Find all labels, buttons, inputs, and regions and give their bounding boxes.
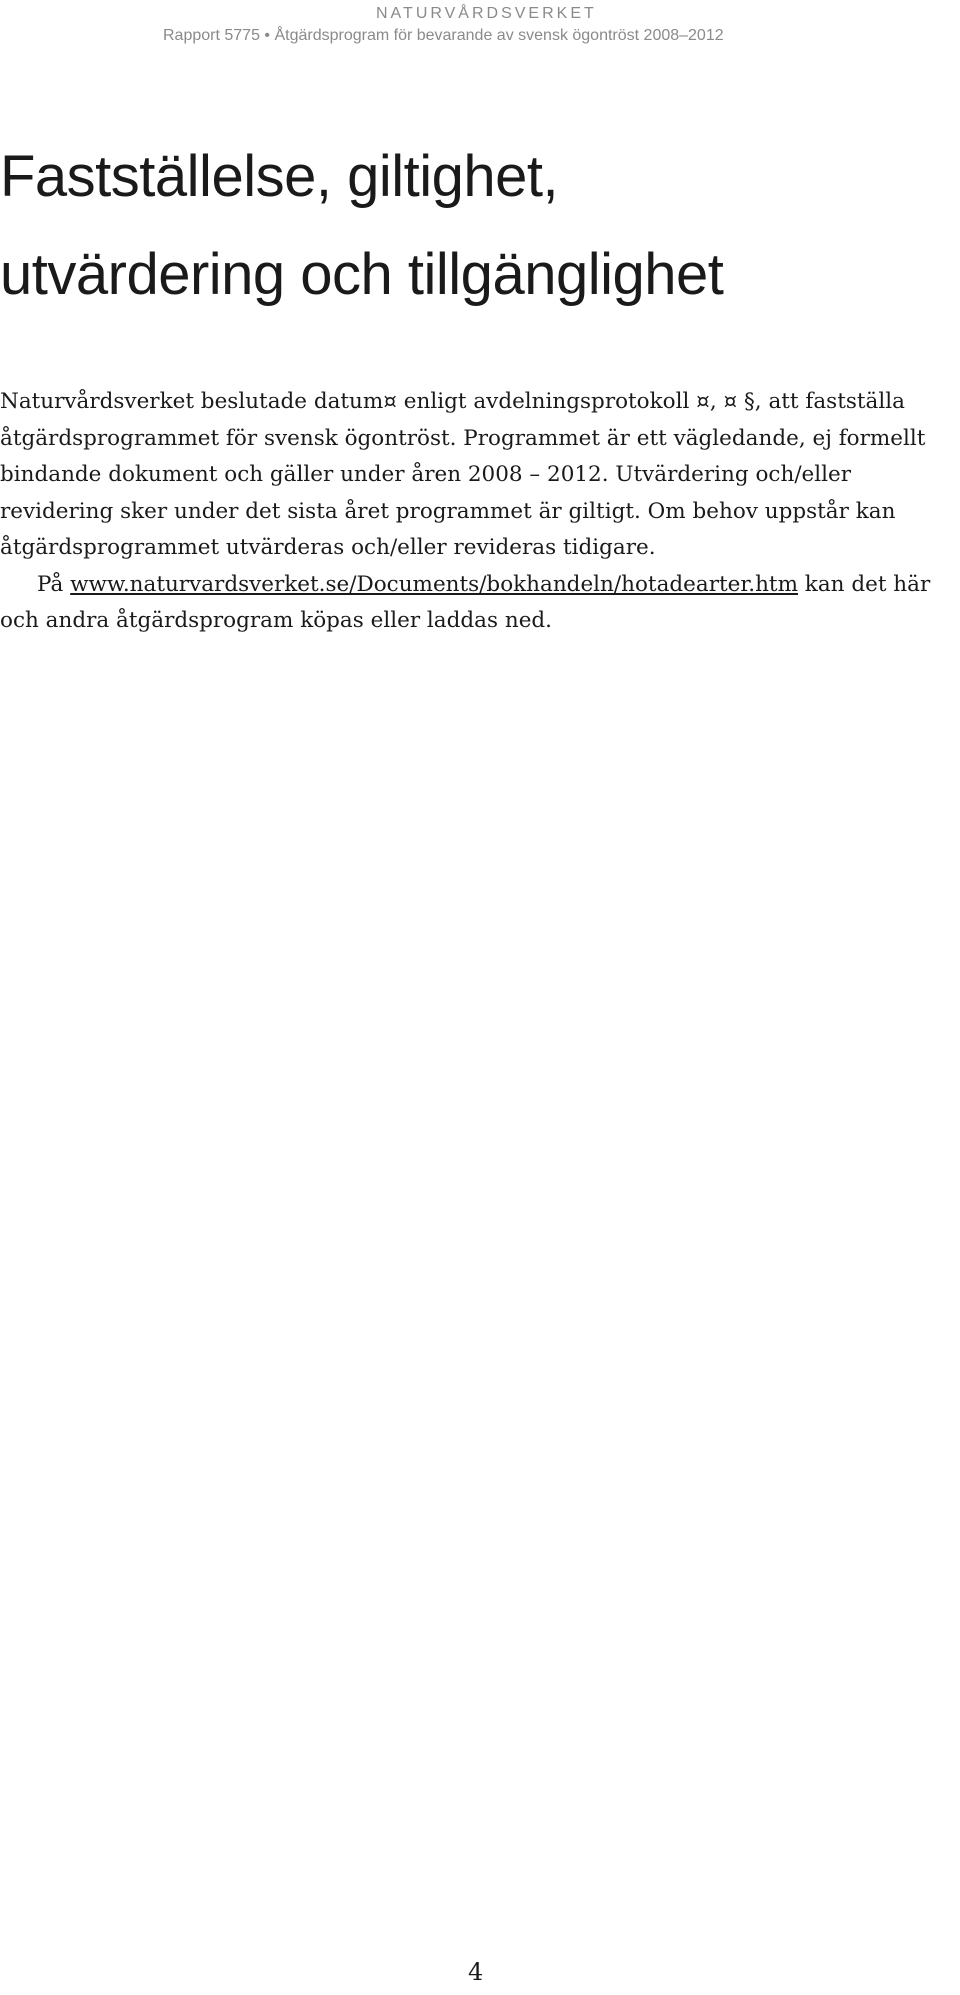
paragraph-availability-suffix: kan det här och andra åtgärdsprogram köpas eller laddas ned.	[0, 571, 931, 633]
page-title	[0, 128, 940, 324]
body-text	[0, 384, 955, 640]
paragraph-availability	[0, 567, 955, 640]
header-report-line: Rapport 5775 • Åtgärdsprogram för bevarande av svensk ögontröst 2008–2012	[163, 27, 724, 44]
page-title-line-2: utvärdering och tillgänglighet	[0, 242, 724, 307]
paragraph-availability-prefix: På	[37, 571, 71, 597]
paragraph-decision: Naturvårdsverket beslutade datum¤ enligt avdelningsprotokoll ¤, ¤ §, att fastställa åtgärdsprogrammet för svensk ögontröst. Programmet är ett vägledande, ej formellt bindande dokument och gäller under åren 2008 – 2012. Utvärdering och/eller revidering sker under det sista året programmet är giltigt. Om behov uppstår kan åtgärdsprogrammet utvärderas och/eller revideras tidigare.	[0, 389, 926, 560]
page-title-line-1: Fastställelse, giltighet,	[0, 144, 559, 209]
bookshop-link[interactable]: www.naturvardsverket.se/Documents/bokhandeln/hotadearter.htm	[70, 571, 798, 597]
page-number: 4	[468, 1958, 484, 1986]
header-organization: NATURVÅRDSVERKET	[376, 5, 597, 22]
